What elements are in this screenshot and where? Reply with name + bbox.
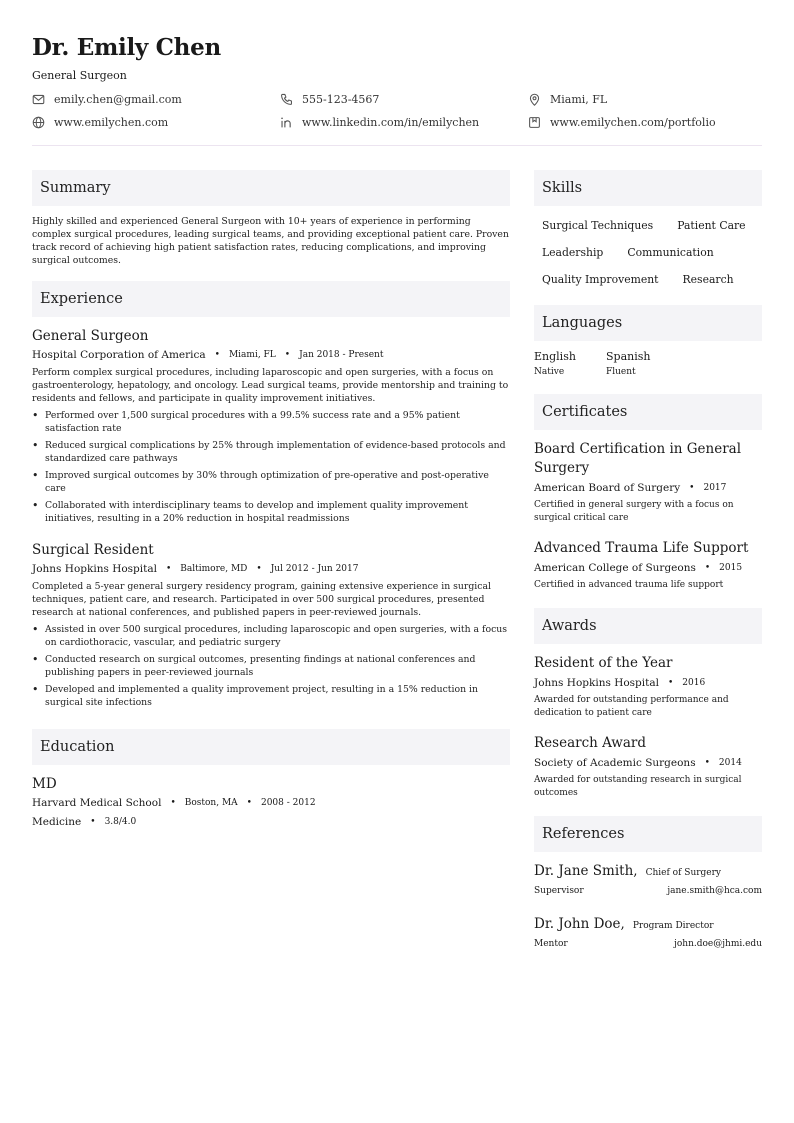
achievement-item: • Reduced surgical complications by 25% through implementation of evidence-based protocols and standardized care pathways <box>32 439 510 465</box>
right-column <box>534 170 762 950</box>
contact-email-text: emily.chen@gmail.com <box>54 93 182 106</box>
reference-item <box>534 862 762 897</box>
award-issuer: Johns Hopkins Hospital <box>534 677 659 689</box>
reference-name: Dr. John Doe, <box>534 916 625 932</box>
contact-email[interactable] <box>32 92 280 107</box>
languages-list <box>534 350 762 378</box>
job-dates: Jul 2012 - Jun 2017 <box>270 564 359 574</box>
language-name: Spanish <box>606 350 651 363</box>
contact-location-text: Miami, FL <box>550 93 608 106</box>
certificate-title: Advanced Trauma Life Support <box>534 540 749 556</box>
reference-relation: Supervisor <box>534 886 584 896</box>
contact-phone[interactable] <box>280 92 528 107</box>
candidate-name: Dr. Emily Chen <box>32 34 221 61</box>
reference-header <box>534 862 762 881</box>
education-heading: Education <box>32 729 510 765</box>
certificate-meta <box>534 481 762 495</box>
reference-role: Program Director <box>632 921 714 931</box>
education-item <box>32 775 510 829</box>
separator-dot: • <box>704 758 710 768</box>
portfolio-icon <box>528 116 541 129</box>
separator-dot: • <box>256 564 262 574</box>
certificate-title: Board Certification in General Surgery <box>534 441 742 476</box>
achievement-item: • Performed over 1,500 surgical procedures with a 99.5% success rate and a 95% patient satisfaction rate <box>32 409 510 435</box>
mail-icon <box>32 93 45 106</box>
language-item <box>606 350 678 378</box>
separator-dot: • <box>246 798 252 808</box>
achievement-item: • Assisted in over 500 surgical procedures, including laparoscopic and open surgeries, with a focus on cardiothoracic, vascular, and pediatric surgery <box>32 623 510 649</box>
certificate-description: Certified in advanced trauma life support <box>534 580 724 590</box>
achievement-item: • Collaborated with interdisciplinary teams to develop and implement quality improvement initiatives, resulting in a 20% reduction in hospital readmissions <box>32 499 510 525</box>
award-item <box>534 654 762 720</box>
separator-dot: • <box>284 350 291 360</box>
languages-heading: Languages <box>534 305 762 341</box>
reference-email[interactable]: john.doe@jhmi.edu <box>674 939 762 949</box>
education-school: Harvard Medical School <box>32 797 162 809</box>
award-title: Resident of the Year <box>534 655 673 671</box>
award-issuer: Society of Academic Surgeons <box>534 757 696 769</box>
separator-dot: • <box>667 678 674 688</box>
globe-icon <box>32 116 45 129</box>
education-gpa: 3.8/4.0 <box>104 817 137 827</box>
contact-linkedin[interactable] <box>280 115 528 130</box>
skill-tag: Leadership <box>542 246 604 259</box>
job-description: Completed a 5-year general surgery residency program, gaining extensive experience in surgical techniques, patient care, and research. Participated in over 500 surgical procedures, presented research at national conferences, and published papers in peer-reviewed journals. <box>32 581 491 618</box>
reference-relation: Mentor <box>534 939 568 949</box>
language-name: English <box>534 350 576 363</box>
reference-role: Chief of Surgery <box>645 868 722 878</box>
summary-text: Highly skilled and experienced General Surgeon with 10+ years of experience in performing complex surgical procedures, leading surgical teams, and providing exceptional patient care. Proven track record of achieving high patient satisfaction rates, reducing complications, and improving surgical outcomes. <box>32 216 509 266</box>
skill-tag: Patient Care <box>677 219 746 232</box>
certificate-item <box>534 539 762 592</box>
references-heading: References <box>534 816 762 852</box>
linkedin-icon <box>280 116 293 129</box>
header-divider <box>32 145 762 146</box>
skills-heading: Skills <box>534 170 762 206</box>
award-title: Research Award <box>534 735 646 751</box>
education-degree: MD <box>32 776 57 792</box>
phone-icon <box>280 93 293 106</box>
reference-details <box>534 885 762 897</box>
award-description: Awarded for outstanding research in surgical outcomes <box>534 775 742 798</box>
certificate-item <box>534 440 762 525</box>
job-meta <box>32 562 510 576</box>
award-description: Awarded for outstanding performance and dedication to patient care <box>534 695 729 718</box>
separator-dot: • <box>689 483 695 493</box>
achievement-item: • Developed and implemented a quality improvement project, resulting in a 15% reduction in surgical site infections <box>32 683 510 709</box>
education-field: Medicine <box>32 816 82 828</box>
contact-website[interactable] <box>32 115 280 130</box>
contact-portfolio-text: www.emilychen.com/portfolio <box>550 116 716 129</box>
skill-tag: Communication <box>627 246 714 259</box>
resume-page <box>32 34 762 950</box>
certificates-heading: Certificates <box>534 394 762 430</box>
skills-list <box>534 216 762 297</box>
job-description: Perform complex surgical procedures, including laparoscopic and open surgeries, with a focus on gastroenterology, hepatology, and oncology. Lead surgical teams, provide mentorship and training to residents and fellows, and participate in quality improvement initiatives. <box>32 367 509 404</box>
language-level: Fluent <box>606 367 636 377</box>
education-dates: 2008 - 2012 <box>260 798 316 808</box>
reference-header <box>534 915 762 934</box>
certificate-issuer: American College of Surgeons <box>534 562 696 574</box>
contact-portfolio[interactable] <box>528 115 762 130</box>
job-location: Baltimore, MD <box>180 564 248 574</box>
contact-phone-text: 555-123-4567 <box>302 93 380 106</box>
certificate-description: Certified in general surgery with a focus on surgical critical care <box>534 500 734 523</box>
language-level: Native <box>534 367 565 377</box>
skill-tag: Quality Improvement <box>542 273 659 286</box>
reference-email[interactable]: jane.smith@hca.com <box>667 886 762 896</box>
certificate-issuer: American Board of Surgery <box>534 482 681 494</box>
reference-item <box>534 915 762 950</box>
experience-heading: Experience <box>32 281 510 317</box>
award-meta <box>534 756 762 770</box>
skill-tag: Research <box>682 273 734 286</box>
skill-tag: Surgical Techniques <box>542 219 654 232</box>
job-achievements <box>32 623 510 709</box>
award-year: 2016 <box>682 678 706 688</box>
reference-name: Dr. Jane Smith, <box>534 863 638 879</box>
separator-dot: • <box>704 563 711 573</box>
job-role: General Surgeon <box>32 328 149 344</box>
award-meta <box>534 676 762 690</box>
separator-dot: • <box>214 350 220 360</box>
reference-details <box>534 938 762 950</box>
job-role: Surgical Resident <box>32 542 154 558</box>
education-location: Boston, MA <box>184 798 238 808</box>
education-meta <box>32 796 510 810</box>
job-location: Miami, FL <box>228 350 276 360</box>
contact-location <box>528 92 762 107</box>
contact-linkedin-text: www.linkedin.com/in/emilychen <box>302 116 480 129</box>
summary-heading: Summary <box>32 170 510 206</box>
contact-website-text: www.emilychen.com <box>54 116 169 129</box>
contact-info <box>32 92 762 130</box>
job-company: Hospital Corporation of America <box>32 349 206 361</box>
education-field-meta <box>32 815 510 829</box>
separator-dot: • <box>170 798 176 808</box>
job-achievements <box>32 409 510 525</box>
candidate-title: General Surgeon <box>32 69 127 82</box>
awards-heading: Awards <box>534 608 762 644</box>
left-column <box>32 170 510 950</box>
achievement-item: • Improved surgical outcomes by 30% through optimization of pre-operative and post-operative care <box>32 469 510 495</box>
achievement-item: • Conducted research on surgical outcomes, presenting findings at national conferences and publishing papers in peer-reviewed journals <box>32 653 510 679</box>
certificate-meta <box>534 561 762 575</box>
language-item <box>534 350 606 378</box>
award-item <box>534 734 762 800</box>
job-meta <box>32 348 510 362</box>
separator-dot: • <box>165 564 172 574</box>
separator-dot: • <box>90 817 96 827</box>
award-year: 2014 <box>718 758 742 768</box>
location-pin-icon <box>528 93 541 106</box>
resume-body <box>32 170 762 950</box>
experience-item <box>32 541 510 709</box>
certificate-year: 2015 <box>719 563 743 573</box>
job-company: Johns Hopkins Hospital <box>32 563 157 575</box>
experience-item <box>32 327 510 525</box>
certificate-year: 2017 <box>703 483 727 493</box>
job-dates: Jan 2018 - Present <box>299 350 384 360</box>
